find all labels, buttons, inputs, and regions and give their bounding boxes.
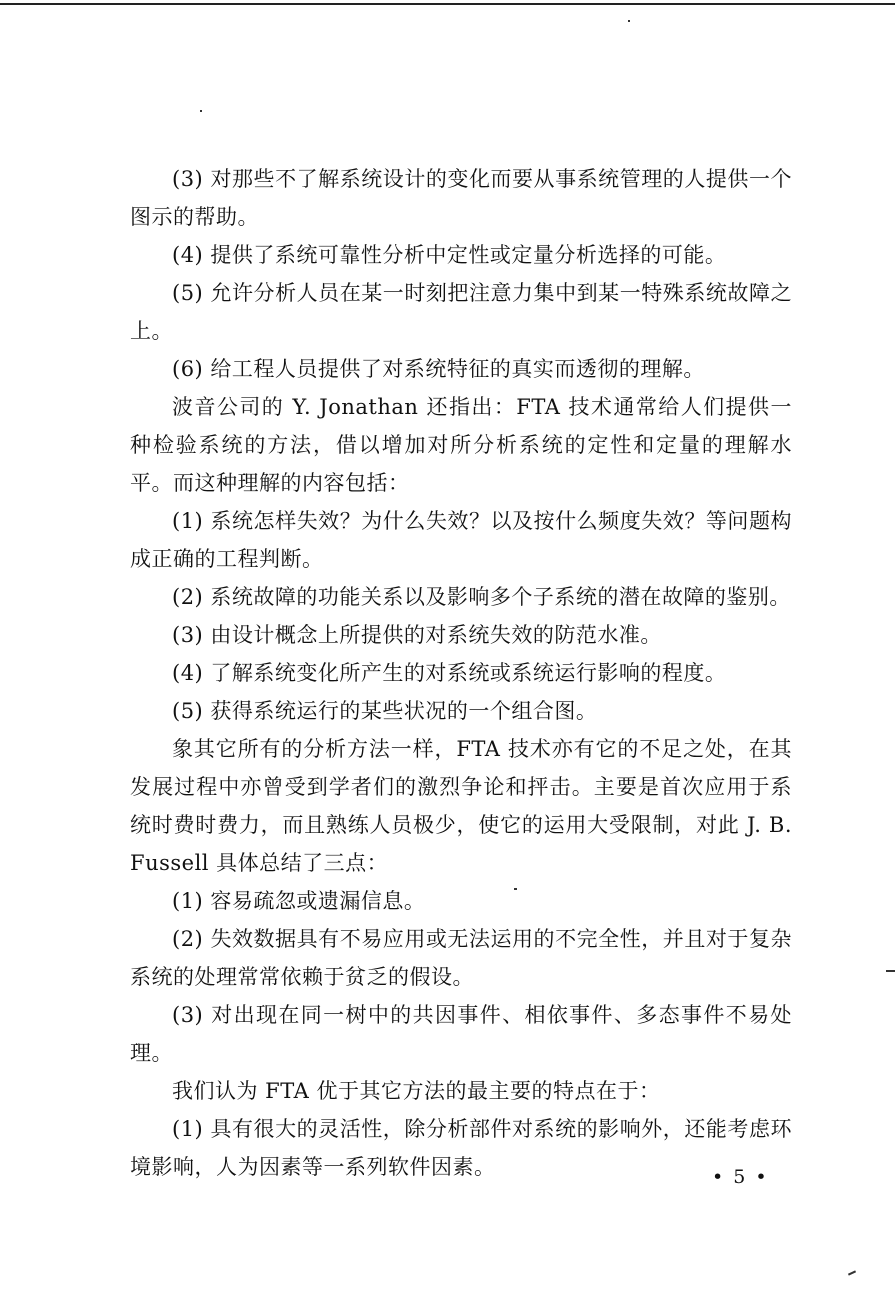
paragraph: (5) 获得系统运行的某些状况的一个组合图。 <box>172 699 598 723</box>
paragraph: (6) 给工程人员提供了对系统特征的真实而透彻的理解。 <box>172 357 705 381</box>
paragraph: (1) 系统怎样失效？为什么失效？以及按什么频度失效？等问题构成正确的工程判断。 <box>130 509 792 571</box>
paragraph: 波音公司的 Y. Jonathan 还指出：FTA 技术通常给人们提供一种检验系统的方法，借以增加对所分析系统的定性和定量的理解水平。而这种理解的内容包括： <box>130 395 792 495</box>
paragraph: (1) 容易疏忽或遗漏信息。 <box>172 889 426 913</box>
paragraph: (3) 对那些不了解系统设计的变化而要从事系统管理的人提供一个图示的帮助。 <box>130 167 792 229</box>
paragraph: (5) 允许分析人员在某一时刻把注意力集中到某一特殊系统故障之上。 <box>130 281 792 343</box>
paragraph: (4) 了解系统变化所产生的对系统或系统运行影响的程度。 <box>172 661 727 685</box>
scan-speck <box>628 20 630 22</box>
scan-speck <box>514 888 517 890</box>
paragraph: (2) 系统故障的功能关系以及影响多个子系统的潜在故障的鉴别。 <box>172 585 791 609</box>
paragraph: (1) 具有很大的灵活性，除分析部件对系统的影响外，还能考虑环境影响，人为因素等一系列软件因素。 <box>130 1117 792 1179</box>
scan-speck <box>848 1270 856 1275</box>
paragraph: 我们认为 FTA 优于其它方法的最主要的特点在于： <box>172 1079 661 1103</box>
page-top-border <box>0 3 895 5</box>
paragraph: (2) 失效数据具有不易应用或无法运用的不完全性，并且对于复杂系统的处理常常依赖于贫乏的假设。 <box>130 927 792 989</box>
scan-speck <box>200 110 202 112</box>
page-body-text <box>130 160 792 1186</box>
paragraph: (4) 提供了系统可靠性分析中定性或定量分析选择的可能。 <box>172 243 727 267</box>
scan-speck <box>886 970 895 972</box>
paragraph: 象其它所有的分析方法一样，FTA 技术亦有它的不足之处，在其发展过程中亦曾受到学者们的激烈争论和抨击。主要是首次应用于系统时费时费力，而且熟练人员极少，使它的运用大受限制，对此 J. B. Fussell 具体总结了三点： <box>130 737 792 875</box>
paragraph: (3) 由设计概念上所提供的对系统失效的防范水准。 <box>172 623 662 647</box>
page-number: • 5 • <box>712 1166 769 1188</box>
paragraph: (3) 对出现在同一树中的共因事件、相依事件、多态事件不易处理。 <box>130 1003 792 1065</box>
